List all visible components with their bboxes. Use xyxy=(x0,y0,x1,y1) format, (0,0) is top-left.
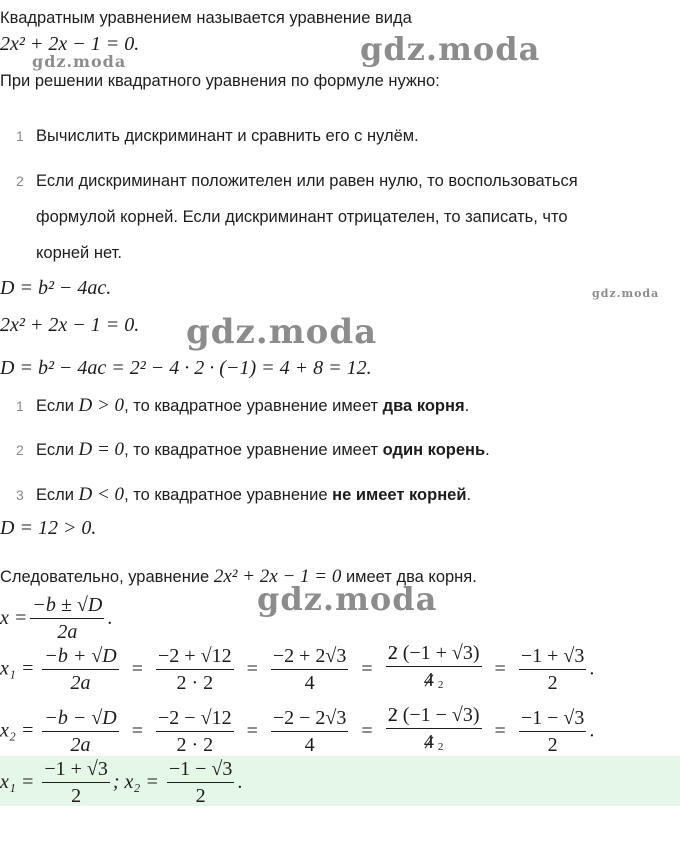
watermark: gdz.moda xyxy=(592,287,660,300)
discriminant-formula: D = b² − 4ac. xyxy=(0,277,112,299)
discriminant-calculation: D = b² − 4ac = 2² − 4 · 2 · (−1) = 4 + 8 = 12. xyxy=(0,357,372,379)
list-item: Если D = 0, то квадратное уравнение имеет один корень. xyxy=(36,439,490,460)
list-number: 1 xyxy=(16,398,24,414)
list-number: 2 xyxy=(16,173,24,189)
intro-text: Квадратным уравнением называется уравнение вида xyxy=(0,9,412,27)
root-formula: x = $\frac{-b \pm √D}{2a}$ . xyxy=(0,594,113,643)
watermark: gdz.moda xyxy=(186,312,378,352)
list-number: 1 xyxy=(16,128,24,144)
list-item: Вычислить дискриминант и сравнить его с нулём. xyxy=(36,127,419,145)
intro-text: При решении квадратного уравнения по формуле нужно: xyxy=(0,72,440,90)
conclusion-text: Следовательно, уравнение 2x² + 2x − 1 = 0 имеет два корня. xyxy=(0,566,477,587)
watermark: gdz.moda xyxy=(257,580,438,618)
watermark: gdz.moda xyxy=(360,30,541,68)
x2-derivation: x₂ = $\frac{-b - √D}{2a}$ = $\frac{-2 - √12}{2 \cdot 2}$ = $\frac{-2 - 2√3}{4}$ = $\frac{2 (-1 - √3)}{4 2}$ = $\frac{-1 - √3}{2}$ . xyxy=(0,704,595,756)
list-item: Если D > 0, то квадратное уравнение имеет два корня. xyxy=(36,395,470,416)
discriminant-value: D = 12 > 0. xyxy=(0,517,97,539)
x1-derivation: x₁ = $\frac{-b + √D}{2a}$ = $\frac{-2 + √12}{2 \cdot 2}$ = $\frac{-2 + 2√3}{4}$ = $\frac{2 (-1 + √3)}{4 2}$ = $\frac{-1 + √3}{2}$ . xyxy=(0,642,595,694)
watermark: gdz.moda xyxy=(32,52,127,71)
list-item: Если D < 0, то квадратное уравнение не имеет корней. xyxy=(36,484,472,505)
list-item: формулой корней. Если дискриминант отрицателен, то записать, что xyxy=(36,208,568,226)
list-number: 3 xyxy=(16,487,24,503)
intro-equation: 2x² + 2x − 1 = 0. xyxy=(0,33,140,55)
list-item: Если дискриминант положителен или равен нулю, то воспользоваться xyxy=(36,172,578,190)
list-item: корней нет. xyxy=(36,244,122,262)
answer: x₁ = $\frac{-1 + √3}{2}$ ; x₂ = $\frac{-1 - √3}{2}$ . xyxy=(0,758,243,807)
list-number: 2 xyxy=(16,442,24,458)
equation: 2x² + 2x − 1 = 0. xyxy=(0,314,140,336)
